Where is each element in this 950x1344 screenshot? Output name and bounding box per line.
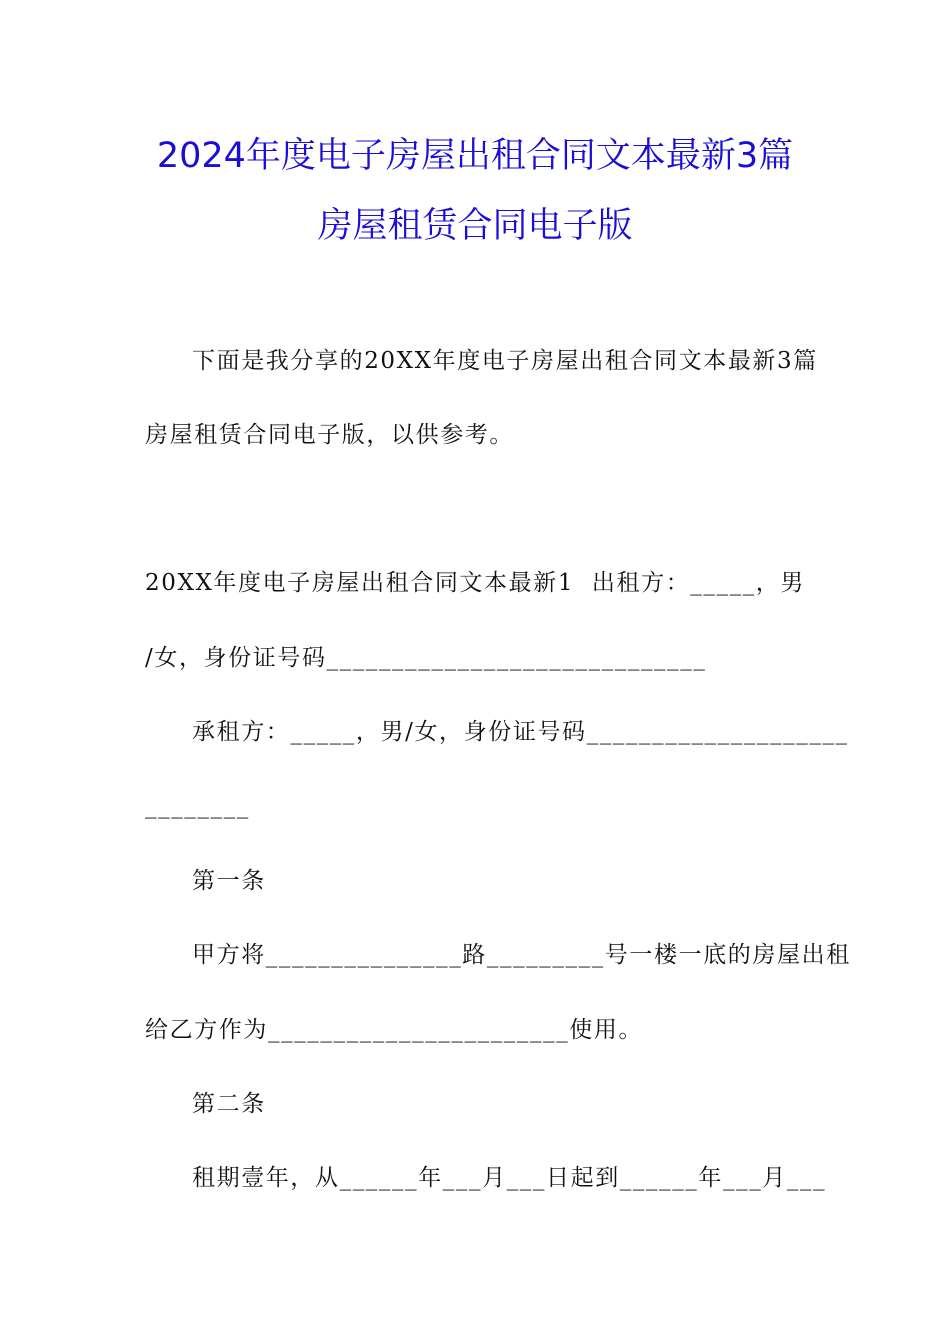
article-2-title: 第二条 xyxy=(192,1091,266,1117)
article-2-line-1: 租期壹年，从______年___月___日起到______年___月___ xyxy=(192,1165,827,1191)
lessor-label: 出租方：_____，男 xyxy=(591,570,805,596)
intro-line-2: 房屋租赁合同电子版，以供参考。 xyxy=(145,422,514,448)
document-title-line-2: 房屋租赁合同电子版 xyxy=(317,206,633,246)
intro-line-1: 下面是我分享的20XX年度电子房屋出租合同文本最新3篇 xyxy=(192,348,818,374)
article-1-title: 第一条 xyxy=(192,868,266,894)
lessee-id-continuation: ________ xyxy=(145,793,250,819)
contract-heading-title: 20XX年度电子房屋出租合同文本最新1 xyxy=(145,570,575,596)
document-title-line-1: 2024年度电子房屋出租合同文本最新3篇 xyxy=(156,136,794,176)
article-1-line-2: 给乙方作为_______________________使用。 xyxy=(145,1017,644,1043)
article-1-line-1: 甲方将_______________路_________号一楼一底的房屋出租 xyxy=(192,942,851,968)
contract-heading-line xyxy=(145,567,805,599)
lessor-id-line: /女，身份证号码_____________________________ xyxy=(145,645,707,671)
lessee-line: 承租方：_____，男/女，身份证号码____________________ xyxy=(192,719,849,745)
